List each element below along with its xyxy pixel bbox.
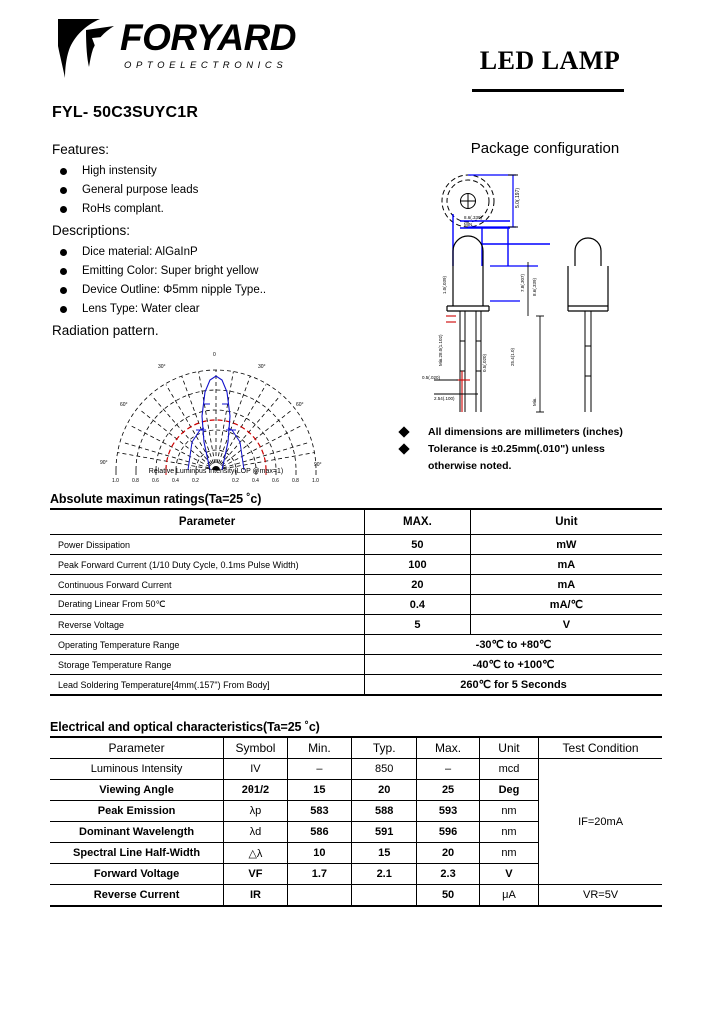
table-row [50, 535, 662, 555]
bullet-icon [60, 187, 67, 194]
list-item-label: High instensity [82, 165, 157, 177]
abs-max-heading: Absolute maximun ratings(Ta=25 ˚c) [50, 492, 262, 506]
cell-parameter: Dominant Wavelength [50, 822, 224, 843]
page-title: LED LAMP [479, 46, 621, 75]
radiation-heading: Radiation pattern. [52, 323, 159, 338]
cell-parameter: Continuous Forward Current [50, 575, 365, 595]
cell-symbol: △λ [224, 843, 288, 864]
bullet-icon [60, 249, 67, 256]
svg-text:1.0: 1.0 [112, 478, 119, 484]
cell-symbol: VF [224, 864, 288, 885]
table-row [50, 655, 662, 675]
cell-max: 20 [417, 843, 479, 864]
cell-value: -40℃ to +100℃ [365, 655, 662, 675]
table-row [50, 635, 662, 655]
cell-max: 100 [365, 555, 471, 575]
cell-typ: 15 [352, 843, 417, 864]
column-header: Min. [287, 737, 351, 759]
electrical-optical-table [50, 736, 662, 907]
svg-text:1.0(.039): 1.0(.039) [442, 275, 447, 294]
list-item-label: Emitting Color: Super bright yellow [82, 265, 259, 277]
diamond-bullet-icon [398, 426, 409, 437]
cell-parameter: Lead Soldering Temperature[4mm(.157") From Body] [50, 675, 365, 696]
descriptions-list [52, 243, 382, 319]
cell-min: 15 [287, 780, 351, 801]
svg-text:0.4: 0.4 [252, 478, 259, 484]
bullet-icon [60, 306, 67, 313]
list-item [52, 162, 382, 181]
svg-text:0.6: 0.6 [272, 478, 279, 484]
column-header: MAX. [365, 509, 471, 535]
bullet-icon [60, 268, 67, 275]
list-item [52, 243, 382, 262]
package-configuration-title: Package configuration [470, 140, 620, 157]
bullet-icon [60, 206, 67, 213]
table-header-row [50, 509, 662, 535]
absolute-max-ratings-table [50, 508, 662, 696]
table-row [50, 615, 662, 635]
svg-text:0.5(.020): 0.5(.020) [482, 353, 487, 372]
diamond-bullet-icon [398, 443, 409, 454]
svg-text:0.8: 0.8 [292, 478, 299, 484]
svg-text:0.2: 0.2 [192, 478, 199, 484]
cell-min: 1.7 [287, 864, 351, 885]
table-row [50, 595, 662, 615]
foryard-bird-logo-icon [56, 16, 118, 80]
column-header: Unit [470, 509, 662, 535]
radiation-pattern-chart [100, 344, 332, 488]
cell-parameter: Reverse Current [50, 885, 224, 907]
column-header: Parameter [50, 737, 224, 759]
list-item [52, 181, 382, 200]
list-item [52, 262, 382, 281]
svg-text:0: 0 [213, 352, 216, 358]
cell-symbol: IV [224, 759, 288, 780]
cell-unit: V [470, 615, 662, 635]
cell-max: 50 [365, 535, 471, 555]
logo-tagline: OPTOELECTRONICS [124, 60, 288, 71]
table-row [50, 885, 662, 907]
cell-test-condition: IF=20mA [539, 759, 662, 885]
svg-text:60°: 60° [296, 402, 304, 408]
descriptions-heading: Descriptions: [52, 223, 131, 238]
cell-parameter: Reverse Voltage [50, 615, 365, 635]
cell-unit: nm [479, 843, 538, 864]
cell-unit: mA [470, 575, 662, 595]
cell-typ: 2.1 [352, 864, 417, 885]
svg-text:0.4: 0.4 [172, 478, 179, 484]
cell-typ: 850 [352, 759, 417, 780]
cell-max: 2.3 [417, 864, 479, 885]
svg-text:5.0(.197): 5.0(.197) [515, 187, 521, 208]
table-row [50, 675, 662, 696]
cell-unit: nm [479, 822, 538, 843]
svg-text:2.54(.100): 2.54(.100) [434, 396, 455, 401]
note-label: Tolerance is ±0.25mm(.010") unless [428, 443, 605, 455]
note-label: All dimensions are millimeters (inches) [428, 426, 623, 438]
cell-unit: mW [470, 535, 662, 555]
cell-unit: mA [470, 555, 662, 575]
table-header-row [50, 737, 662, 759]
column-header: Max. [417, 737, 479, 759]
cell-unit: nm [479, 801, 538, 822]
svg-text:8.6(.339): 8.6(.339) [464, 215, 483, 220]
column-header: Parameter [50, 509, 365, 535]
cell-parameter: Viewing Angle [50, 780, 224, 801]
cell-max: 50 [417, 885, 479, 907]
svg-text:0.6: 0.6 [152, 478, 159, 484]
list-item [52, 200, 382, 219]
svg-text:90°: 90° [314, 462, 322, 468]
svg-text:60°: 60° [120, 402, 128, 408]
svg-text:Min.: Min. [532, 397, 537, 406]
cell-parameter: Peak Emission [50, 801, 224, 822]
package-notes [396, 424, 672, 475]
table-row [50, 759, 662, 780]
features-list [52, 162, 382, 219]
cell-max: 0.4 [365, 595, 471, 615]
cell-parameter: Operating Temperature Range [50, 635, 365, 655]
cell-unit: mA/℃ [470, 595, 662, 615]
svg-text:8.6(.339): 8.6(.339) [532, 277, 537, 296]
company-logo [48, 14, 338, 80]
cell-test-condition: VR=5V [539, 885, 662, 907]
cell-max: 5 [365, 615, 471, 635]
table-row [50, 555, 662, 575]
svg-text:0.2: 0.2 [232, 478, 239, 484]
cell-min [287, 885, 351, 907]
page-header [48, 14, 672, 92]
note-item [396, 441, 672, 458]
cell-symbol: IR [224, 885, 288, 907]
svg-text:Min.28.0(1.102): Min.28.0(1.102) [438, 334, 443, 366]
list-item-label: Lens Type: Water clear [82, 303, 200, 315]
cell-typ: 591 [352, 822, 417, 843]
bullet-icon [60, 168, 67, 175]
svg-text:1.0: 1.0 [312, 478, 319, 484]
svg-text:30°: 30° [258, 364, 266, 370]
cell-typ: 20 [352, 780, 417, 801]
note-item [396, 424, 672, 441]
svg-text:0.8: 0.8 [132, 478, 139, 484]
page-title-underline [472, 89, 624, 92]
column-header: Test Condition [539, 737, 662, 759]
column-header: Symbol [224, 737, 288, 759]
cell-parameter: Spectral Line Half-Width [50, 843, 224, 864]
cell-parameter: Storage Temperature Range [50, 655, 365, 675]
list-item [52, 300, 382, 319]
cell-max: 20 [365, 575, 471, 595]
column-header: Unit [479, 737, 538, 759]
svg-text:MIN.: MIN. [464, 222, 474, 227]
list-item-label: RoHs complant. [82, 203, 164, 215]
cell-symbol: λd [224, 822, 288, 843]
cell-value: -30℃ to +80℃ [365, 635, 662, 655]
cell-parameter: Forward Voltage [50, 864, 224, 885]
svg-text:90°: 90° [100, 460, 108, 466]
column-header: Typ. [352, 737, 417, 759]
cell-parameter: Derating Linear From 50℃ [50, 595, 365, 615]
cell-unit: V [479, 864, 538, 885]
features-heading: Features: [52, 142, 110, 157]
svg-text:7.8(.307): 7.8(.307) [520, 273, 525, 292]
list-item-label: Dice material: AlGaInP [82, 246, 198, 258]
features-section [52, 140, 382, 343]
logo-wordmark: FORYARD [120, 17, 297, 58]
part-number: FYL- 50C3SUYC1R [52, 104, 199, 121]
cell-parameter: Luminous Intensity [50, 759, 224, 780]
cell-unit: μA [479, 885, 538, 907]
cell-parameter: Peak Forward Current (1/10 Duty Cycle, 0.1ms Pulse Width) [50, 555, 365, 575]
svg-text:0.5(.020): 0.5(.020) [422, 375, 441, 380]
svg-text:30°: 30° [158, 364, 166, 370]
cell-unit: Deg [479, 780, 538, 801]
radiation-chart-caption: Relative Luminous Intensity(LOP @max=1) [148, 468, 284, 475]
cell-symbol: 2θ1/2 [224, 780, 288, 801]
package-drawing [420, 166, 672, 416]
svg-text:25.4(1.0): 25.4(1.0) [510, 347, 515, 366]
cell-symbol: λp [224, 801, 288, 822]
cell-min: 10 [287, 843, 351, 864]
list-item-label: Device Outline: Φ5mm nipple Type.. [82, 284, 267, 296]
cell-min: 586 [287, 822, 351, 843]
electrical-heading: Electrical and optical characteristics(Ta=25 ˚c) [50, 720, 320, 734]
cell-max: – [417, 759, 479, 780]
cell-typ [352, 885, 417, 907]
cell-max: 596 [417, 822, 479, 843]
cell-value: 260℃ for 5 Seconds [365, 675, 662, 696]
list-item-label: General purpose leads [82, 184, 199, 196]
cell-typ: 588 [352, 801, 417, 822]
list-item [52, 281, 382, 300]
note-continuation: otherwise noted. [428, 460, 512, 472]
cell-max: 25 [417, 780, 479, 801]
table-row [50, 575, 662, 595]
cell-min: – [287, 759, 351, 780]
cell-min: 583 [287, 801, 351, 822]
cell-parameter: Power Dissipation [50, 535, 365, 555]
bullet-icon [60, 287, 67, 294]
cell-max: 593 [417, 801, 479, 822]
cell-unit: mcd [479, 759, 538, 780]
